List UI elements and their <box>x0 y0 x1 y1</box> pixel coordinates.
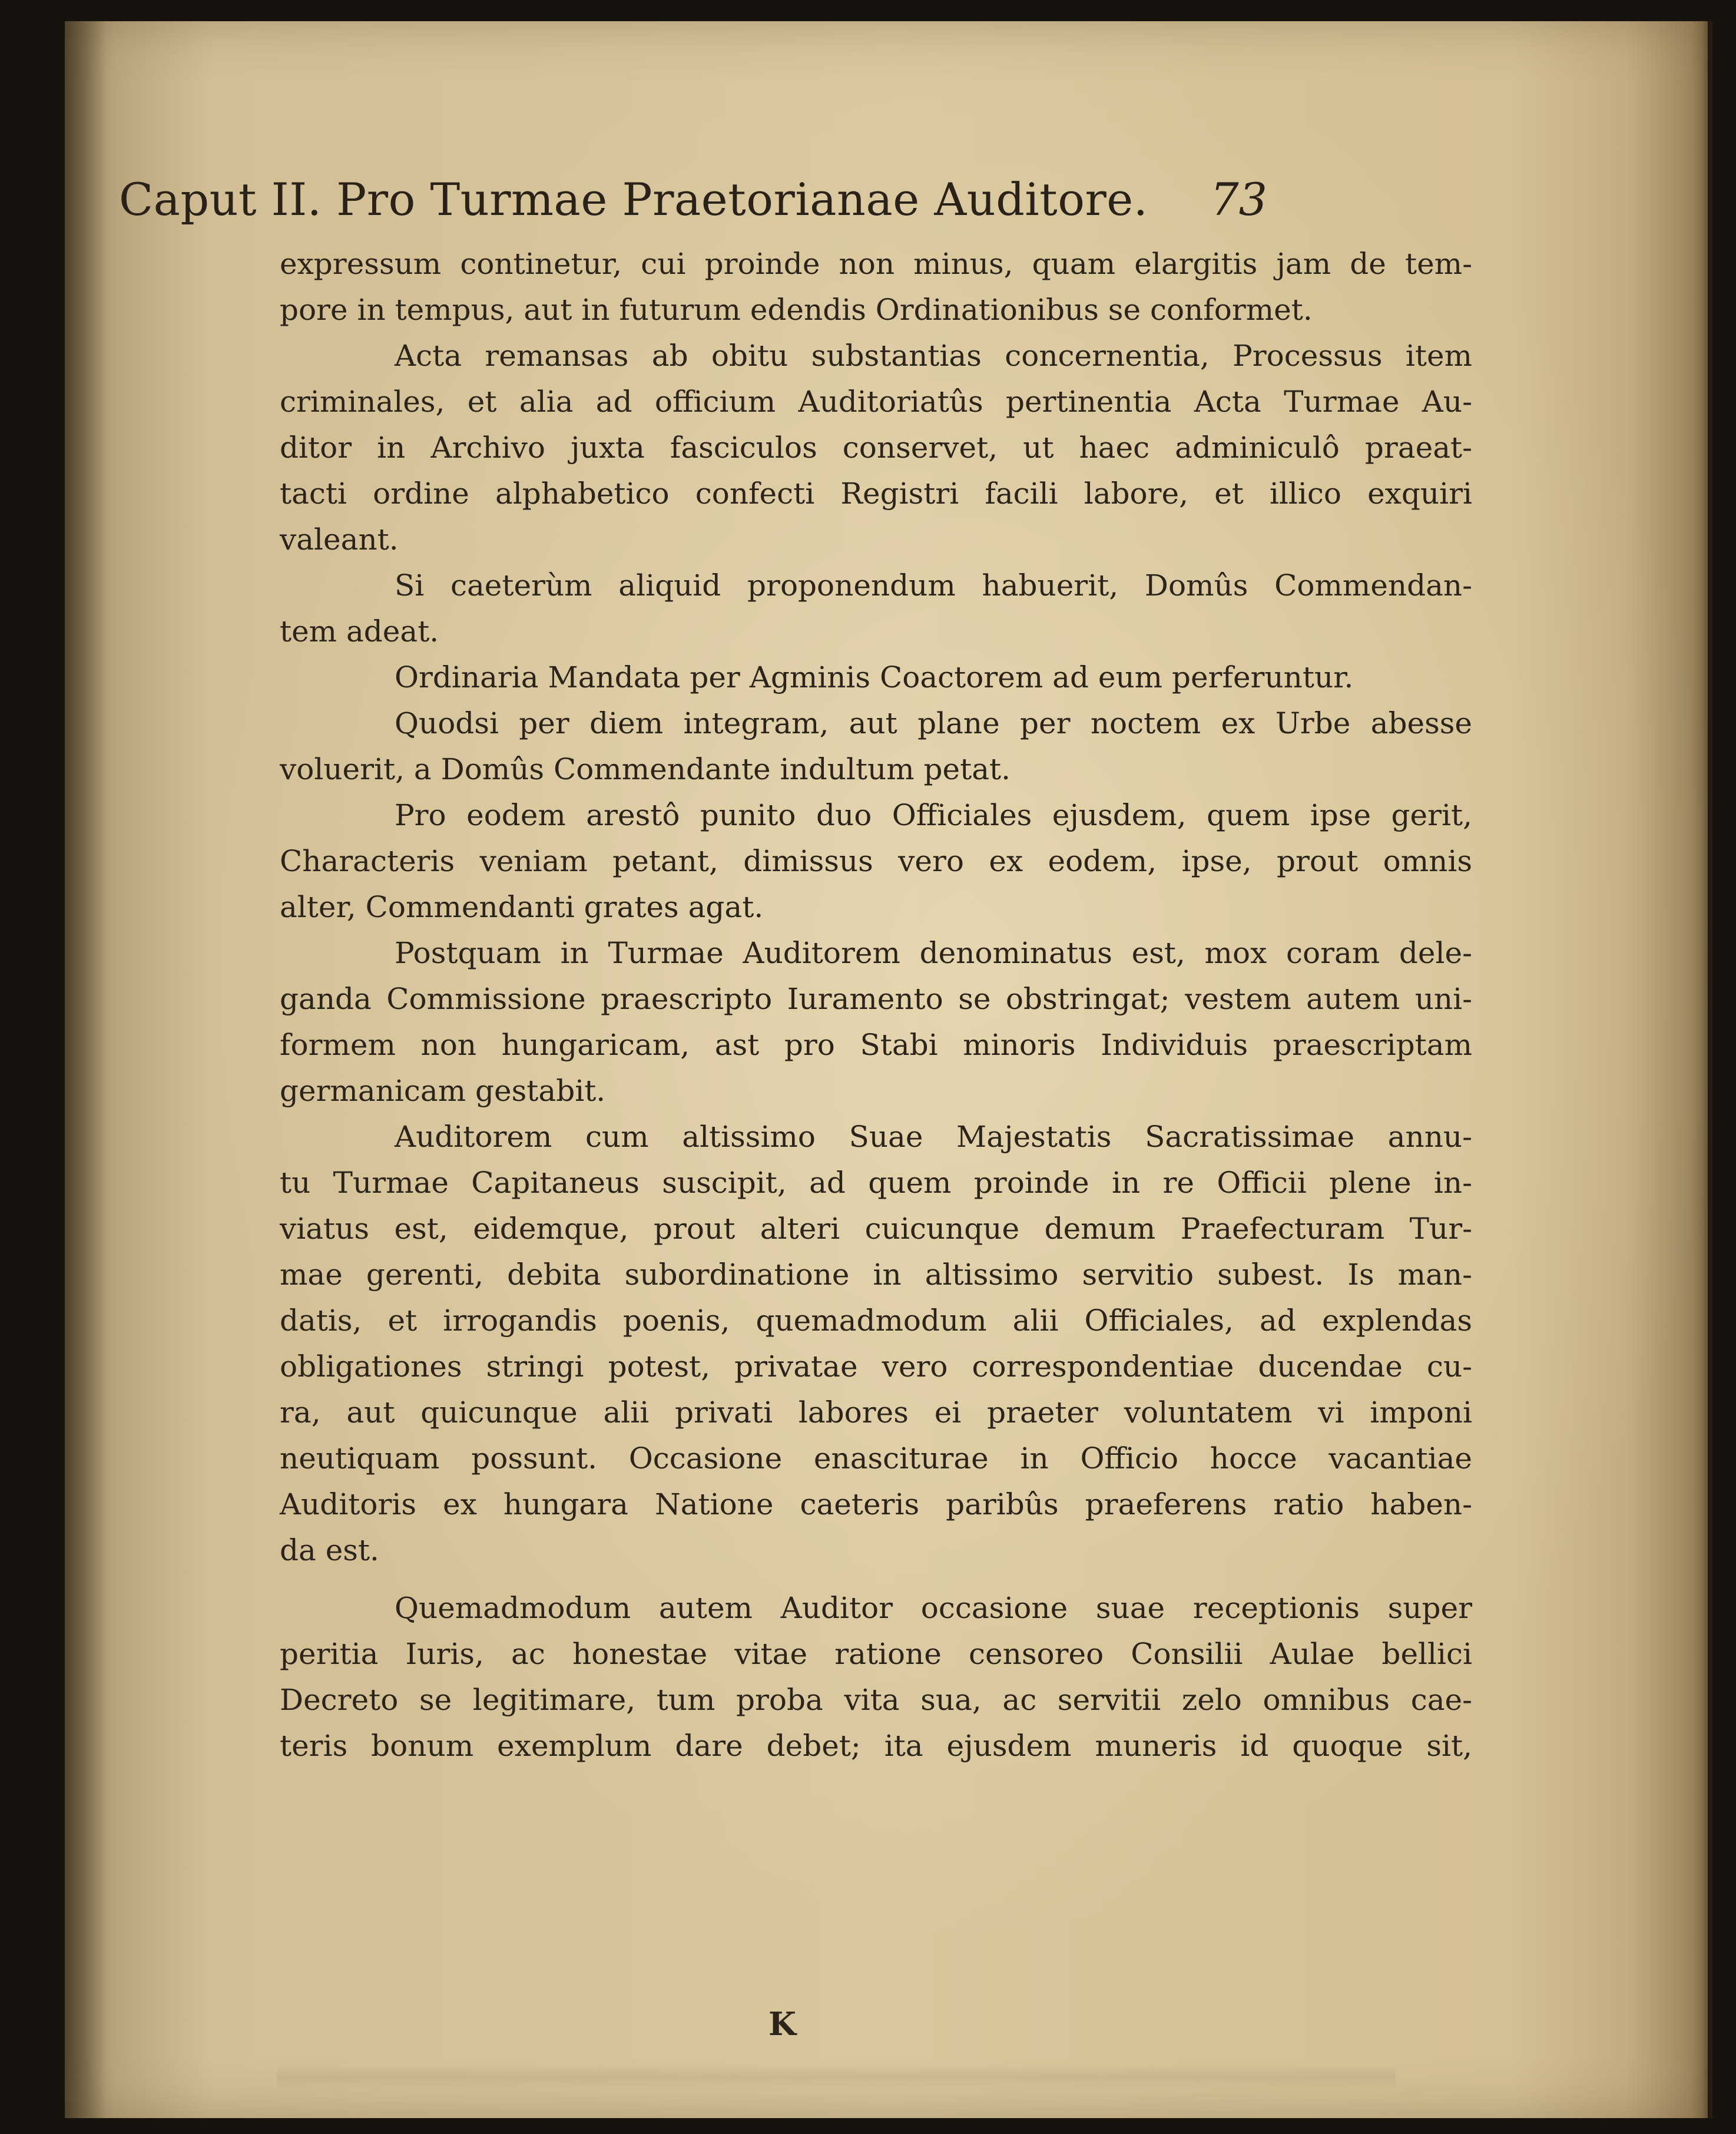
text-line: datis, et irrogandis poenis, quemadmodum alii Officiales, ad explendas <box>280 1303 1472 1338</box>
text-line: formem non hungaricam, ast pro Stabi minoris Individuis praescriptam <box>280 1028 1472 1062</box>
text-line: Characteris veniam petant, dimissus vero ex eodem, ipse, prout omnis <box>280 844 1472 878</box>
text-line: obligationes stringi potest, privatae vero correspondentiae ducendae cu- <box>280 1349 1472 1384</box>
text-line: alter, Commendanti grates agat. <box>280 890 764 924</box>
text-line: ra, aut quicunque alii privati labores ei praeter voluntatem vi imponi <box>280 1395 1472 1430</box>
text-line: neutiquam possunt. Occasione enasciturae in Officio hocce vacantiae <box>280 1441 1472 1475</box>
page-number: 73 <box>1210 173 1267 226</box>
text-line: ganda Commissione praescripto Iuramento se obstringat; vestem autem uni- <box>280 982 1472 1016</box>
text-line: criminales, et alia ad officium Auditoriatûs pertinentia Acta Turmae Au- <box>280 385 1472 419</box>
text-line: expressum continetur, cui proinde non minus, quam elargitis jam de tem- <box>280 247 1472 281</box>
text-line: Pro eodem arestô punito duo Officiales ejusdem, quem ipse gerit, <box>395 798 1472 832</box>
text-line: Ordinaria Mandata per Agminis Coactorem ad eum perferuntur. <box>395 660 1354 694</box>
gutter-shadow <box>65 21 106 2118</box>
text-line: da est. <box>280 1533 379 1567</box>
running-head <box>119 167 1267 232</box>
page-edge <box>1702 21 1712 2118</box>
text-line: Quemadmodum autem Auditor occasione suae receptionis super <box>395 1591 1472 1625</box>
text-line: tacti ordine alphabetico confecti Registri facili labore, et illico exquiri <box>280 477 1472 511</box>
text-line: viatus est, eidemque, prout alteri cuicunque demum Praefecturam Tur- <box>280 1212 1472 1246</box>
text-line: Acta remansas ab obitu substantias concernentia, Processus item <box>395 339 1472 373</box>
signature-mark: K <box>768 2005 796 2043</box>
show-through <box>277 2065 1396 2089</box>
text-line: pore in tempus, aut in futurum edendis Ordinationibus se conformet. <box>280 293 1313 327</box>
text-line: Auditoris ex hungara Natione caeteris paribûs praeferens ratio haben- <box>280 1487 1472 1521</box>
book-page <box>65 21 1708 2118</box>
text-line: Decreto se legitimare, tum proba vita sua, ac servitii zelo omnibus cae- <box>280 1683 1472 1717</box>
text-line: tem adeat. <box>280 614 439 649</box>
text-line: ditor in Archivo juxta fasciculos conservet, ut haec adminiculô praeat- <box>280 431 1472 465</box>
text-line: Auditorem cum altissimo Suae Majestatis Sacratissimae annu- <box>395 1120 1472 1154</box>
text-line: Quodsi per diem integram, aut plane per noctem ex Urbe abesse <box>395 706 1472 740</box>
text-line: peritia Iuris, ac honestae vitae ratione censoreo Consilii Aulae bellici <box>280 1637 1472 1671</box>
text-line: mae gerenti, debita subordinatione in altissimo servitio subest. Is man- <box>280 1258 1472 1292</box>
text-line: teris bonum exemplum dare debet; ita ejusdem muneris id quoque sit, <box>280 1729 1472 1763</box>
text-line: tu Turmae Capitaneus suscipit, ad quem proinde in re Officii plene in- <box>280 1166 1472 1200</box>
text-line: Si caeterùm aliquid proponendum habuerit, Domûs Commendan- <box>395 568 1472 603</box>
text-line: Postquam in Turmae Auditorem denominatus est, mox coram dele- <box>395 936 1472 970</box>
text-line: valeant. <box>280 522 399 557</box>
text-line: voluerit, a Domûs Commendante indultum petat. <box>280 752 1011 786</box>
text-line: germanicam gestabit. <box>280 1074 606 1108</box>
chapter-title: Caput II. Pro Turmae Praetorianae Auditore. <box>119 173 1148 226</box>
